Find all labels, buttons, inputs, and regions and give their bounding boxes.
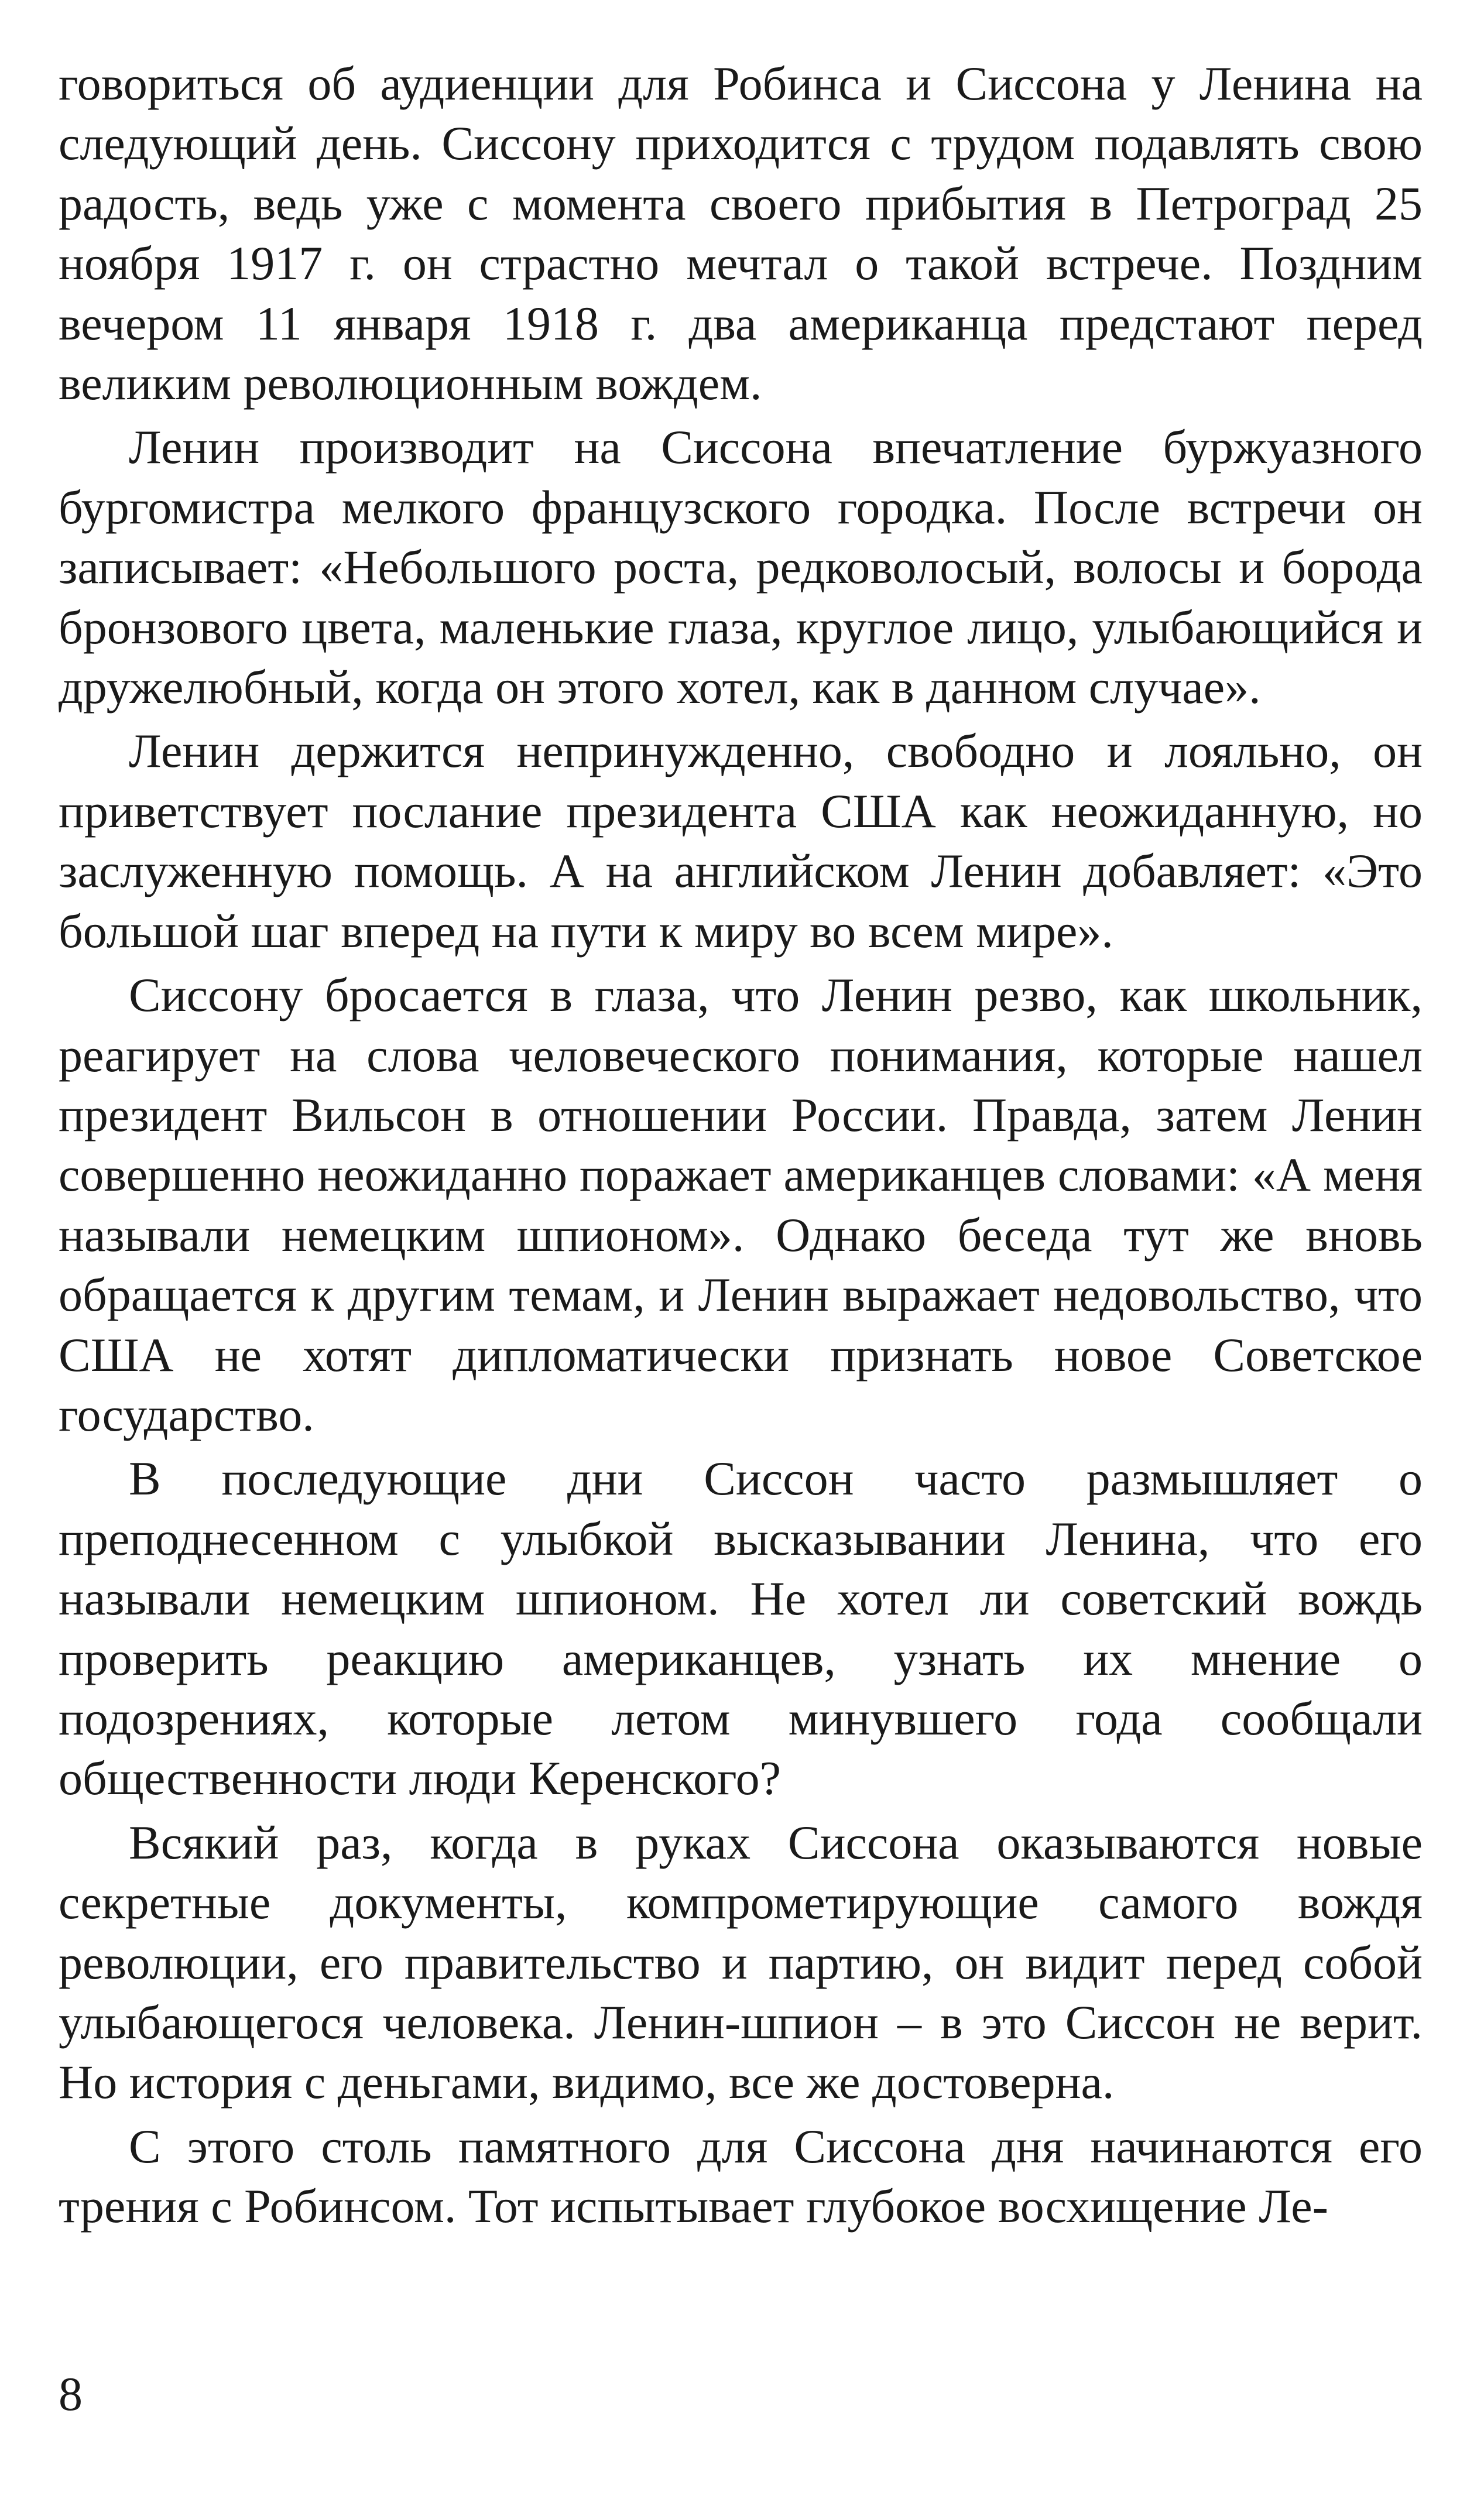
- paragraph-1: говориться об аудиенции для Робинса и Сиссона у Ленина на следующий день. Сиссону приходится с трудом подавлять свою радость, ведь уже с момента своего прибытия в Петроград 25 ноября 1917 г. он страстно мечтал о такой встрече. Поздним вечером 11 января 1918 г. два американца предстают перед великим революционным вождем.: [59, 57, 1423, 410]
- paragraph-5: В последующие дни Сиссон часто размышляет о преподнесенном с улыбкой высказывании Ленина, что его называли немецким шпионом. Не хотел ли советский вождь проверить реакцию американцев, узнать их мнение о подозрениях, которые летом минувшего года сообщали общественности люди Керенского?: [59, 1452, 1423, 1805]
- paragraph-7: С этого столь памятного для Сиссона дня начинаются его трения с Робинсом. Тот испытывает глубокое восхищение Ле-: [59, 2119, 1423, 2233]
- paragraph-2: Ленин производит на Сиссона впечатление буржуазного бургомистра мелкого французского городка. После встречи он записывает: «Небольшого роста, редковолосый, волосы и борода бронзового цвета, маленькие глаза, круглое лицо, улыбающийся и дружелюбный, когда он этого хотел, как в данном случае».: [59, 420, 1423, 714]
- page-body: [59, 54, 1423, 2241]
- page-number: 8: [59, 2367, 83, 2421]
- paragraph-6: Всякий раз, когда в руках Сиссона оказываются новые секретные документы, компрометирующие самого вождя революции, его правительство и партию, он видит перед собой улыбающегося человека. Ленин-шпион – в это Сиссон не верит. Но история с деньгами, видимо, все же достоверна.: [59, 1815, 1423, 2109]
- paragraph-3: Ленин держится непринужденно, свободно и лояльно, он приветствует послание президента США как неожиданную, но заслуженную помощь. А на английском Ленин добавляет: «Это большой шаг вперед на пути к миру во всем мире».: [59, 724, 1423, 958]
- paragraph-4: Сиссону бросается в глаза, что Ленин резво, как школьник, реагирует на слова человеческого понимания, которые нашел президент Вильсон в отношении России. Правда, затем Ленин совершенно неожиданно поражает американцев словами: «А меня называли немецким шпионом». Однако беседа тут же вновь обращается к другим темам, и Ленин выражает недовольство, что США не хотят дипломатически признать новое Советское государство.: [59, 968, 1423, 1441]
